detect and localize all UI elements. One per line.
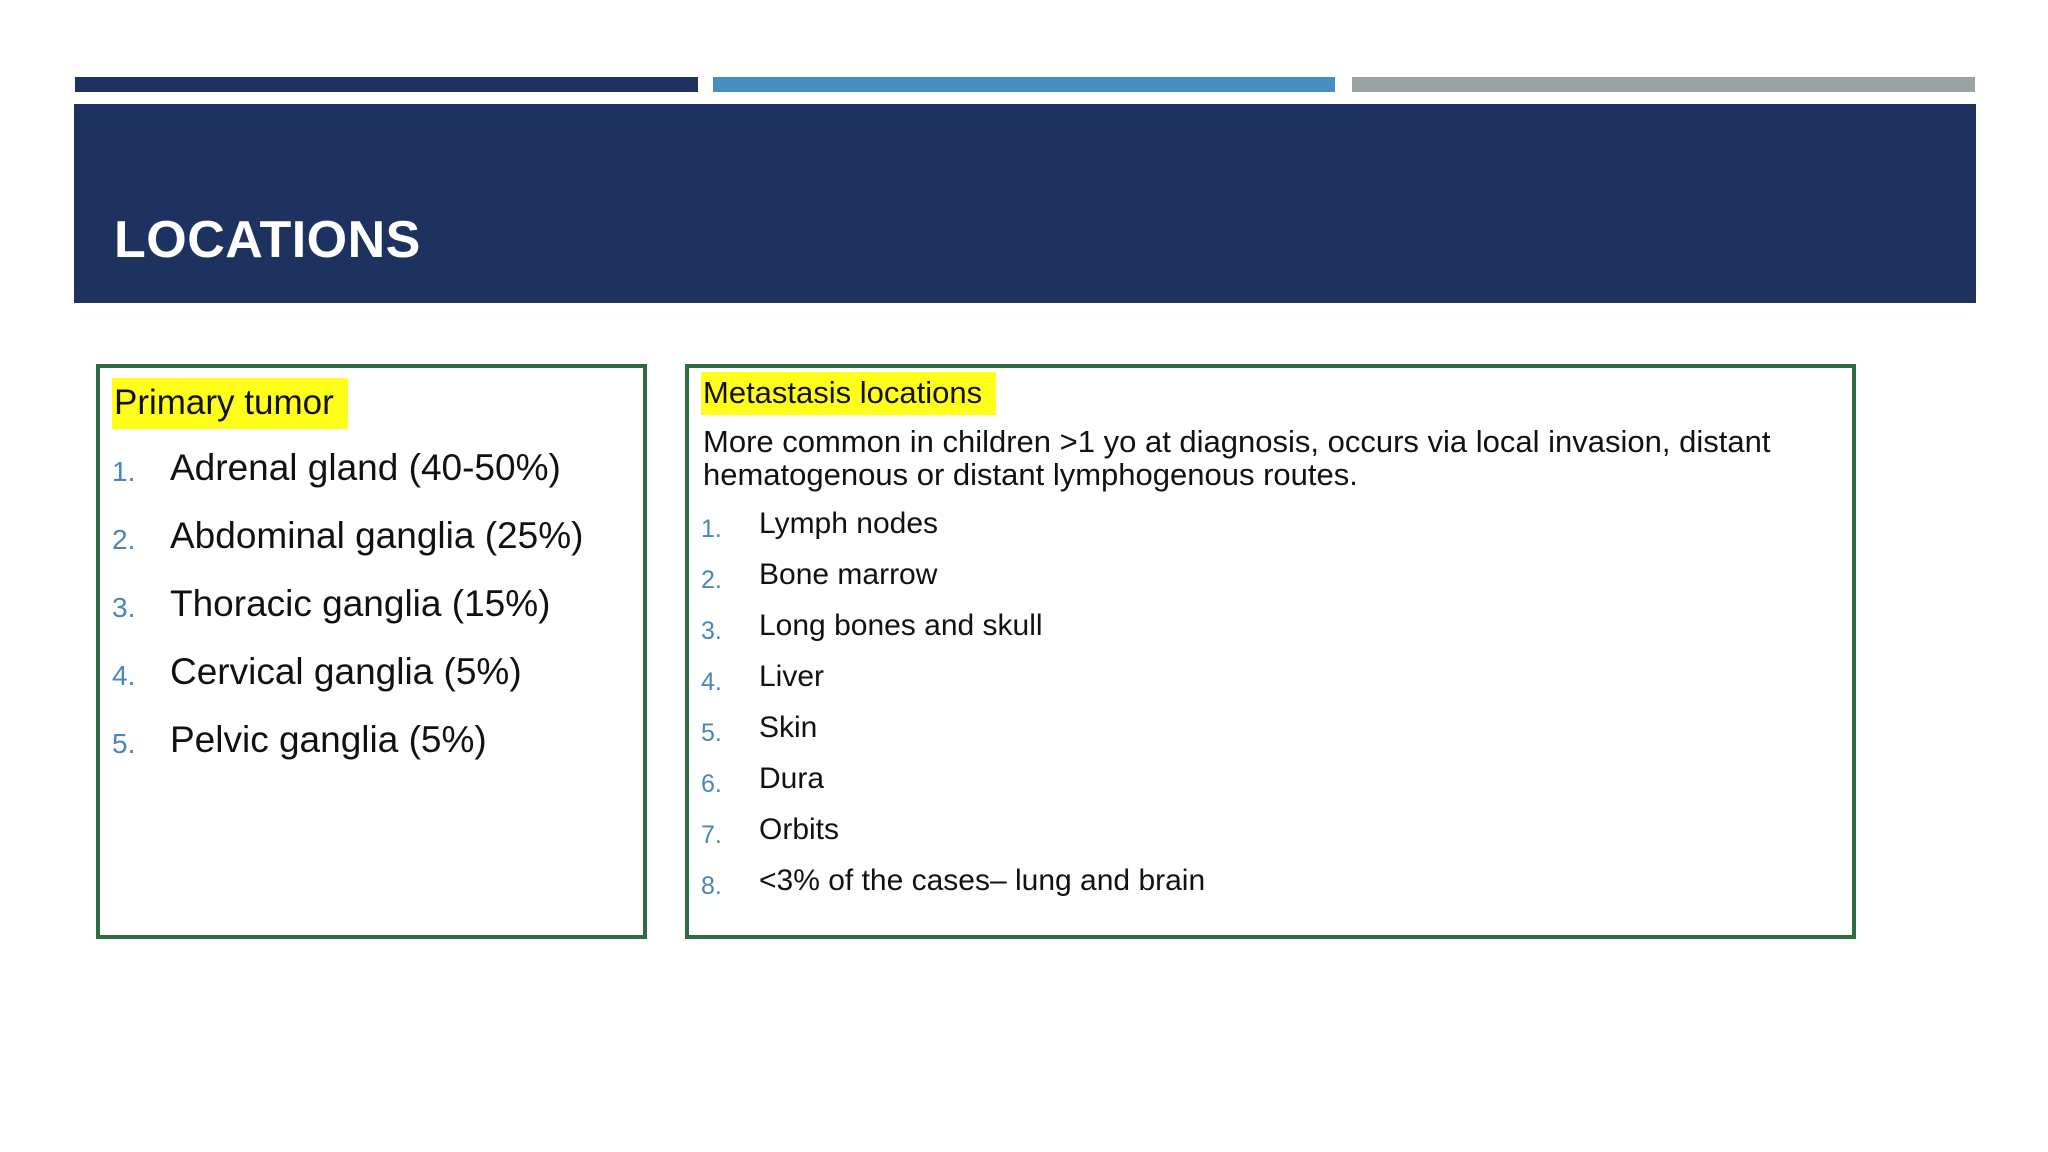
metastasis-intro: More common in children >1 yo at diagnosis, occurs via local invasion, distant hematogenous or distant lymphogenous routes.	[703, 424, 1771, 492]
list-item-text: Thoracic ganglia (15%)	[170, 583, 551, 624]
list-number: 4.	[112, 660, 136, 691]
list-item-text: Abdominal ganglia (25%)	[170, 515, 584, 556]
metastasis-heading: Metastasis locations	[701, 372, 996, 415]
list-number: 1.	[112, 456, 136, 487]
list-item-text: Bone marrow	[759, 558, 938, 591]
accent-bar-blue	[713, 77, 1335, 92]
primary-tumor-box	[96, 364, 647, 939]
list-number: 4.	[701, 668, 722, 696]
accent-bar-gray	[1352, 77, 1975, 92]
list-item-text: <3% of the cases– lung and brain	[759, 864, 1206, 897]
accent-bar-navy	[75, 77, 698, 92]
metastasis-box	[685, 364, 1856, 939]
list-number: 3.	[701, 617, 722, 645]
list-item-text: Long bones and skull	[759, 609, 1043, 642]
list-item-text: Orbits	[759, 813, 840, 846]
list-item-text: Liver	[759, 660, 825, 693]
list-number: 8.	[701, 872, 722, 900]
list-number: 2.	[112, 524, 136, 555]
list-item-text: Lymph nodes	[759, 507, 939, 540]
primary-tumor-heading: Primary tumor	[112, 378, 348, 429]
list-item-text: Skin	[759, 711, 818, 744]
list-number: 5.	[112, 728, 136, 759]
slide-title: LOCATIONS	[114, 211, 421, 269]
list-item-text: Adrenal gland (40-50%)	[170, 447, 561, 488]
list-number: 3.	[112, 592, 136, 623]
list-number: 1.	[701, 515, 722, 543]
list-number: 5.	[701, 719, 722, 747]
list-number: 7.	[701, 821, 722, 849]
list-item-text: Dura	[759, 762, 825, 795]
list-item-text: Pelvic ganglia (5%)	[170, 719, 487, 760]
list-number: 6.	[701, 770, 722, 798]
list-number: 2.	[701, 566, 722, 594]
list-item-text: Cervical ganglia (5%)	[170, 651, 522, 692]
title-band	[74, 104, 1976, 303]
